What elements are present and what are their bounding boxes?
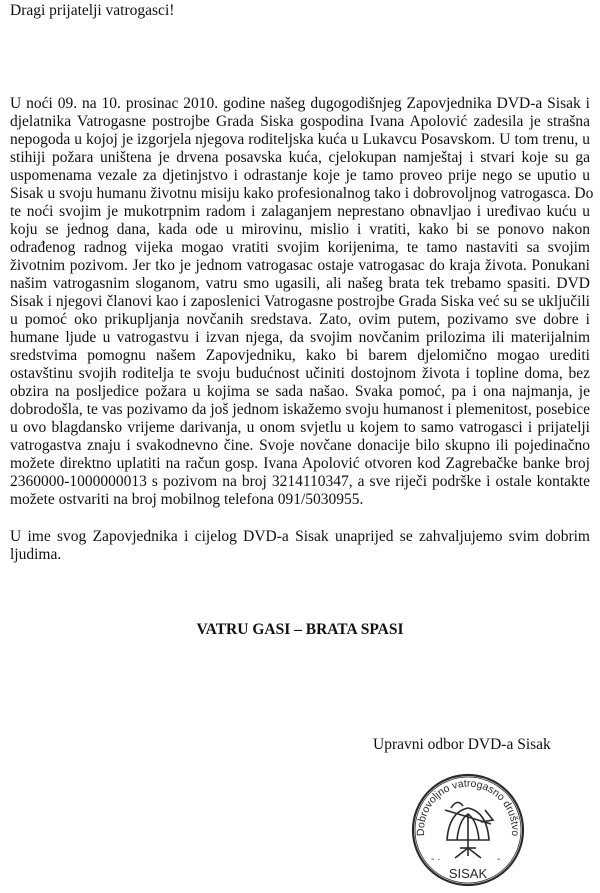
- letter-greeting: Dragi prijatelji vatrogasci!: [10, 2, 175, 19]
- body-line: koju se jednog dana, kada ode u mirovinu, mislio i vratiti, kako bi se ponovo nakon: [10, 221, 590, 238]
- body-line: odrađenog radnog vijeka mogao vratiti svojim korijenima, te tamo nastaviti sa svojim: [10, 239, 590, 256]
- body-line: U noći 09. na 10. prosinac 2010. godine našeg dugogodišnjeg Zapovjednika DVD-a Sisak i: [10, 95, 590, 112]
- thanks-line: U ime svog Zapovjednika i cijelog DVD-a Sisak unaprijed se zahvaljujemo svim dobrim: [10, 528, 590, 545]
- letter-body-paragraph: [10, 95, 594, 509]
- body-line: životnim pozivom. Jer tko je jednom vatrogasac ostaje vatrogasac do kraja života. Ponukani: [10, 257, 590, 274]
- body-line: 2360000-1000000013 s pozivom na broj 3214110347, a sve riječi podrške i ostale kontakte: [10, 473, 590, 490]
- stamp-dash-right: -: [497, 854, 501, 865]
- body-line: uspomenama vezale za djetinjstvo i odrastanje koje je tamo proveo prije nego se uputio u: [10, 167, 590, 184]
- body-line: te noći svojim je mukotrpnim radom i zalaganjem neprestano obnavljao i uređivao kuću u: [10, 203, 590, 220]
- body-line: u pomoć oko prikupljanja novčanih sredstava. Zato, ovim putem, pozivamo sve dobre i: [10, 311, 590, 328]
- stamp-bottom-text: SISAK: [448, 866, 488, 881]
- body-line: Sisak i njegovi članovi kao i zaposlenici Vatrogasne postrojbe Grada Siska već su se uključili: [10, 293, 590, 310]
- thanks-line: ljudima.: [10, 546, 62, 563]
- body-line: u ovo blagdansko vrijeme darivanja, u onom svjetlu u kojem to samo vatrogasci i prijatelji: [10, 419, 590, 436]
- body-line: djelatnika Vatrogasne postrojbe Grada Siska gospodina Ivana Apolović zadesila je strašna: [10, 113, 590, 130]
- firefighter-helmet-emblem-icon: [445, 802, 493, 858]
- body-line: možete direktno uplatiti na račun gosp. Ivana Apolović otvoren kod Zagrebačke banke broj: [10, 455, 590, 472]
- letter-slogan: VATRU GASI – BRATA SPASI: [196, 621, 404, 638]
- body-line: možete ostvariti na broj mobilnog telefona 091/5030955.: [10, 491, 364, 508]
- body-line: dobrodošla, te vas pozivamo da još jednom iskažemo svoju humanost i plemenitost, posebice: [10, 401, 590, 418]
- body-line: ostavštinu svojih roditelja te svoju budućnost učiniti dostojnom života i topline doma, bez: [10, 365, 590, 382]
- body-line: nepogoda u kojoj je izgorjela njegova roditeljska kuća u Lukavcu Posavskom. U tom trenu, u: [10, 131, 590, 148]
- stamp-top-text: Dobrovoljno vatrogasno društvo: [414, 777, 522, 837]
- letter-signature: Upravni odbor DVD-a Sisak: [373, 736, 551, 753]
- body-line: stihiji požara uništena je drvena posavska kuća, cjelokupan namještaj i stvari koje su ga: [10, 149, 590, 166]
- body-line: vatrogastva znaju i svakodnevno čine. Svoje novčane donacije bilo skupno ili pojedinačno: [10, 437, 590, 454]
- letter-thanks-paragraph: [10, 528, 590, 564]
- stamp-seal: [405, 770, 531, 888]
- body-line: obzira na posljedice požara u kojima se sada našao. Svaka pomoć, pa i ona najmanja, je: [10, 383, 590, 400]
- stamp-dash-left: - ·: [431, 854, 441, 865]
- body-line: Sisak u svoju humanu životnu misiju kako profesionalnog tako i dobrovoljnog vatrogasca. Do: [10, 185, 594, 202]
- body-line: našim vatrogasnim sloganom, vatru smo ugasili, ali našeg brata tek trebamo spasiti. DVD: [10, 275, 590, 292]
- body-line: humane ljude u vatrogastvu i izvan njega, da svojim novčanim prilozima ili materijalnim: [10, 329, 590, 346]
- body-line: sredstvima pomognu našem Zapovjedniku, kako bi barem djelomično mogao urediti: [10, 347, 590, 364]
